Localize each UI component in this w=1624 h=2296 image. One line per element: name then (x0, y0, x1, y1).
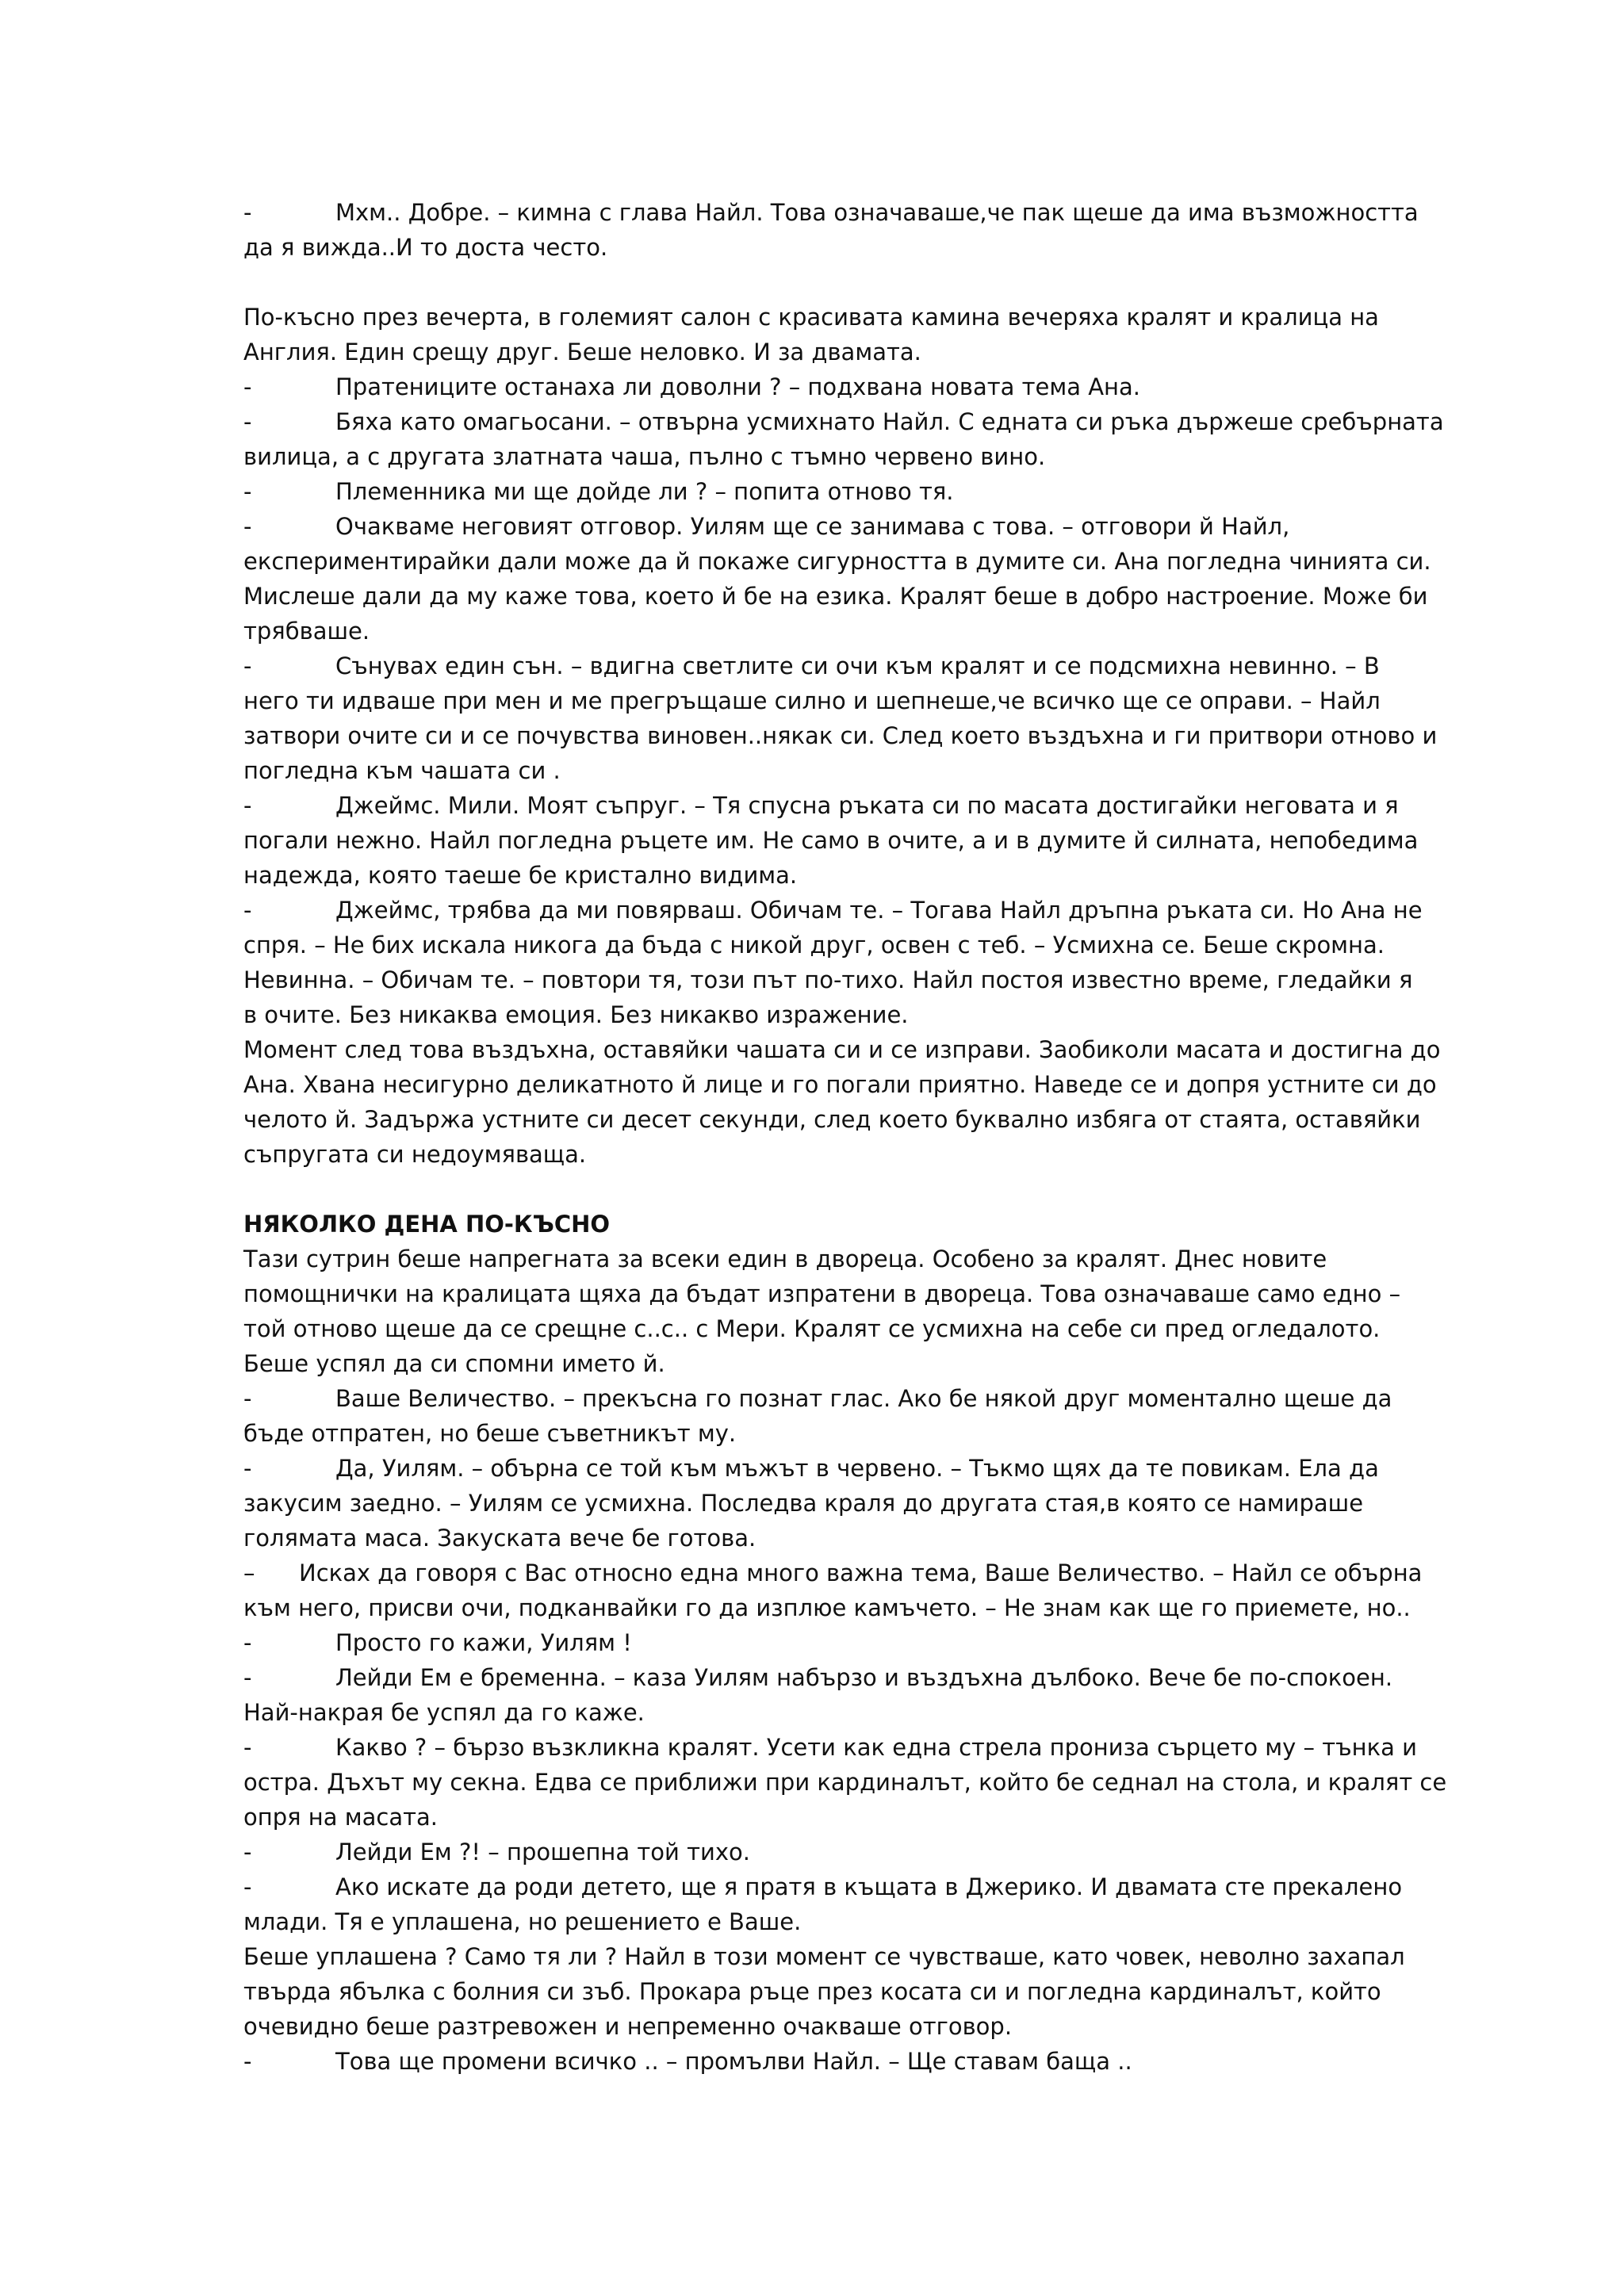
dialogue-dash: - (243, 652, 252, 679)
text-line: закусим заедно. – Уилям се усмихна. Последва краля до другата стая,в която се намираше (243, 1490, 1364, 1517)
dialogue-text: Какво ? – бързо възкликна кралят. Усети как една стрела прониза сърцето му – тънка и (335, 1734, 1417, 1761)
document-page (243, 195, 1449, 2079)
dialogue-text: Лейди Ем е бременна. – каза Уилям набързо и въздъхна дълбоко. Вече бе по-спокоен. (335, 1664, 1393, 1691)
dialogue-line (243, 474, 1449, 509)
dialogue-line (243, 649, 1449, 683)
text-line: помощнички на кралицата щяха да бъдат изпратени в двореца. Това означаваше само едно – (243, 1280, 1401, 1307)
text-line: По-късно през вечерта, в големият салон с красивата камина вечеряха кралят и кралица на (243, 304, 1379, 331)
dialogue-dash: - (243, 1385, 252, 1412)
text-line: него ти идваше при мен и ме прегръщаше силно и шепнеше,че всичко ще се оправи. – Найл (243, 687, 1381, 714)
text-line: твърда ябълка с болния си зъб. Прокара ръце през косата си и погледна кардиналът, който (243, 1978, 1381, 2005)
text-line: млади. Тя е уплашена, но решението е Ваше. (243, 1908, 802, 1935)
blank-line (243, 1172, 1449, 1207)
text-line: съпругата си недоумяваща. (243, 1141, 587, 1168)
dialogue-dash: - (243, 2048, 252, 2075)
text-line: погледна към чашата си . (243, 757, 561, 784)
dialogue-line (243, 1869, 1449, 1904)
text-line: очевидно беше разтревожен и непременно очакваше отговор. (243, 2013, 1013, 2040)
text-line: опря на масата. (243, 1804, 438, 1831)
dialogue-line (243, 1381, 1449, 1416)
text-line: затвори очите си и се почувства виновен..някак си. След което въздъхна и ги притвори отново и (243, 722, 1438, 749)
text-line: Беше успял да си спомни името й. (243, 1350, 665, 1377)
dialogue-line (243, 788, 1449, 823)
dialogue-text: Да, Уилям. – обърна се той към мъжът в червено. – Тъкмо щях да те повикам. Ела да (335, 1455, 1379, 1482)
text-line: към него, присви очи, подканвайки го да изплюе камъчето. – Не знам как ще го приемете, но.. (243, 1594, 1411, 1621)
text-line: надежда, която таеше бе кристално видима. (243, 862, 798, 889)
dialogue-dash: - (243, 792, 252, 819)
dialogue-line (243, 1556, 1449, 1590)
text-line: експериментирайки дали може да й покаже сигурността в думите си. Ана погледна чинията си. (243, 548, 1431, 575)
dialogue-dash: - (243, 897, 252, 924)
text-line: спря. – Не бих искала никога да бъда с никой друг, освен с теб. – Усмихна се. Беше скромна. (243, 932, 1385, 959)
dialogue-line (243, 893, 1449, 928)
dialogue-line (243, 1660, 1449, 1695)
text-line: Момент след това въздъхна, оставяйки чашата си и се изправи. Заобиколи масата и достигна до (243, 1036, 1441, 1063)
dialogue-line (243, 2044, 1449, 2079)
dialogue-line (243, 1451, 1449, 1486)
dialogue-text: Просто го кажи, Уилям ! (335, 1629, 632, 1656)
dialogue-line (243, 509, 1449, 544)
text-line: челото й. Задържа устните си десет секунди, след което буквално избяга от стаята, оставяйки (243, 1106, 1421, 1133)
text-line: остра. Дъхът му секна. Едва се приближи при кардиналът, който бе седнал на стола, и кралят се (243, 1769, 1447, 1796)
text-line: Невинна. – Обичам те. – повтори тя, този път по-тихо. Найл постоя известно време, гледайки я (243, 966, 1413, 993)
dialogue-line (243, 404, 1449, 439)
dialogue-line (243, 369, 1449, 404)
dialogue-dash: - (243, 1455, 252, 1482)
text-line: Най-накрая бе успял да го каже. (243, 1699, 645, 1726)
dialogue-dash: - (243, 1629, 252, 1656)
dialogue-line (243, 1730, 1449, 1765)
dialogue-text: Това ще промени всичко .. – промълви Найл. – Ще ставам баща .. (335, 2048, 1132, 2075)
dialogue-dash: - (243, 1839, 252, 1866)
text-line: голямата маса. Закуската вече бе готова. (243, 1525, 756, 1552)
blank-line (243, 265, 1449, 300)
dialogue-text: Ако искате да роди детето, ще я пратя в къщата в Джерико. И двамата сте прекалено (335, 1873, 1403, 1900)
text-line: той отново щеше да се срещне с..с.. с Мери. Кралят се усмихна на себе си пред огледалото. (243, 1315, 1381, 1342)
dialogue-dash: – (243, 1559, 255, 1586)
dialogue-text: Джеймс. Мили. Моят съпруг. – Тя спусна ръката си по масата достигайки неговата и я (335, 792, 1399, 819)
dialogue-dash: - (243, 513, 252, 540)
text-line: Ана. Хвана несигурно деликатното й лице и го погали приятно. Наведе се и допря устните си до (243, 1071, 1437, 1098)
text-line: трябваше. (243, 618, 370, 645)
text-line: Англия. Един срещу друг. Беше неловко. И за двамата. (243, 339, 921, 365)
dialogue-line (243, 1625, 1449, 1660)
dialogue-text: Ваше Величество. – прекъсна го познат глас. Ако бе някой друг моментално щеше да (335, 1385, 1392, 1412)
text-line: бъде отпратен, но беше съветникът му. (243, 1420, 737, 1447)
dialogue-text: Сънувах един сън. – вдигна светлите си очи към кралят и се подсмихна невинно. – В (335, 652, 1380, 679)
text-line: Беше уплашена ? Само тя ли ? Найл в този момент се чувстваше, като човек, неволно захапал (243, 1943, 1405, 1970)
dialogue-text: Исках да говоря с Вас относно една много важна тема, Ваше Величество. – Найл се обърна (299, 1559, 1423, 1586)
dialogue-text: Лейди Ем ?! – прошепна той тихо. (335, 1839, 750, 1866)
text-line: в очите. Без никаква емоция. Без никакво изражение. (243, 1001, 909, 1028)
dialogue-dash: - (243, 1734, 252, 1761)
dialogue-dash: - (243, 199, 252, 226)
dialogue-text: Пратениците останаха ли доволни ? – подхвана новата тема Ана. (335, 373, 1140, 400)
section-heading: НЯКОЛКО ДЕНА ПО-КЪСНО (243, 1211, 611, 1238)
dialogue-dash: - (243, 478, 252, 505)
dialogue-text: Бяха като омагьосани. – отвърна усмихнато Найл. С едната си ръка държеше сребърната (335, 408, 1444, 435)
text-line: погали нежно. Найл погледна ръцете им. Не само в очите, а и в думите й силната, непобедима (243, 827, 1419, 854)
dialogue-text: Мхм.. Добре. – кимна с глава Найл. Това означаваше,че пак щеше да има възможността (335, 199, 1419, 226)
text-line: вилица, а с другата златната чаша, пълно с тъмно червено вино. (243, 443, 1046, 470)
dialogue-dash: - (243, 1873, 252, 1900)
dialogue-text: Очакваме неговият отговор. Уилям ще се занимава с това. – отговори й Найл, (335, 513, 1290, 540)
dialogue-dash: - (243, 373, 252, 400)
text-line: Тази сутрин беше напрегната за всеки един в двореца. Особено за кралят. Днес новите (243, 1246, 1327, 1272)
dialogue-dash: - (243, 1664, 252, 1691)
dialogue-line (243, 195, 1449, 230)
dialogue-text: Племенника ми ще дойде ли ? – попита отново тя. (335, 478, 954, 505)
dialogue-text: Джеймс, трябва да ми повярваш. Обичам те. – Тогава Найл дръпна ръката си. Но Ана не (335, 897, 1423, 924)
dialogue-dash: - (243, 408, 252, 435)
dialogue-line (243, 1835, 1449, 1869)
text-line: Мислеше дали да му каже това, което й бе на езика. Кралят беше в добро настроение. Може би (243, 583, 1428, 610)
text-line: да я вижда..И то доста често. (243, 234, 608, 261)
